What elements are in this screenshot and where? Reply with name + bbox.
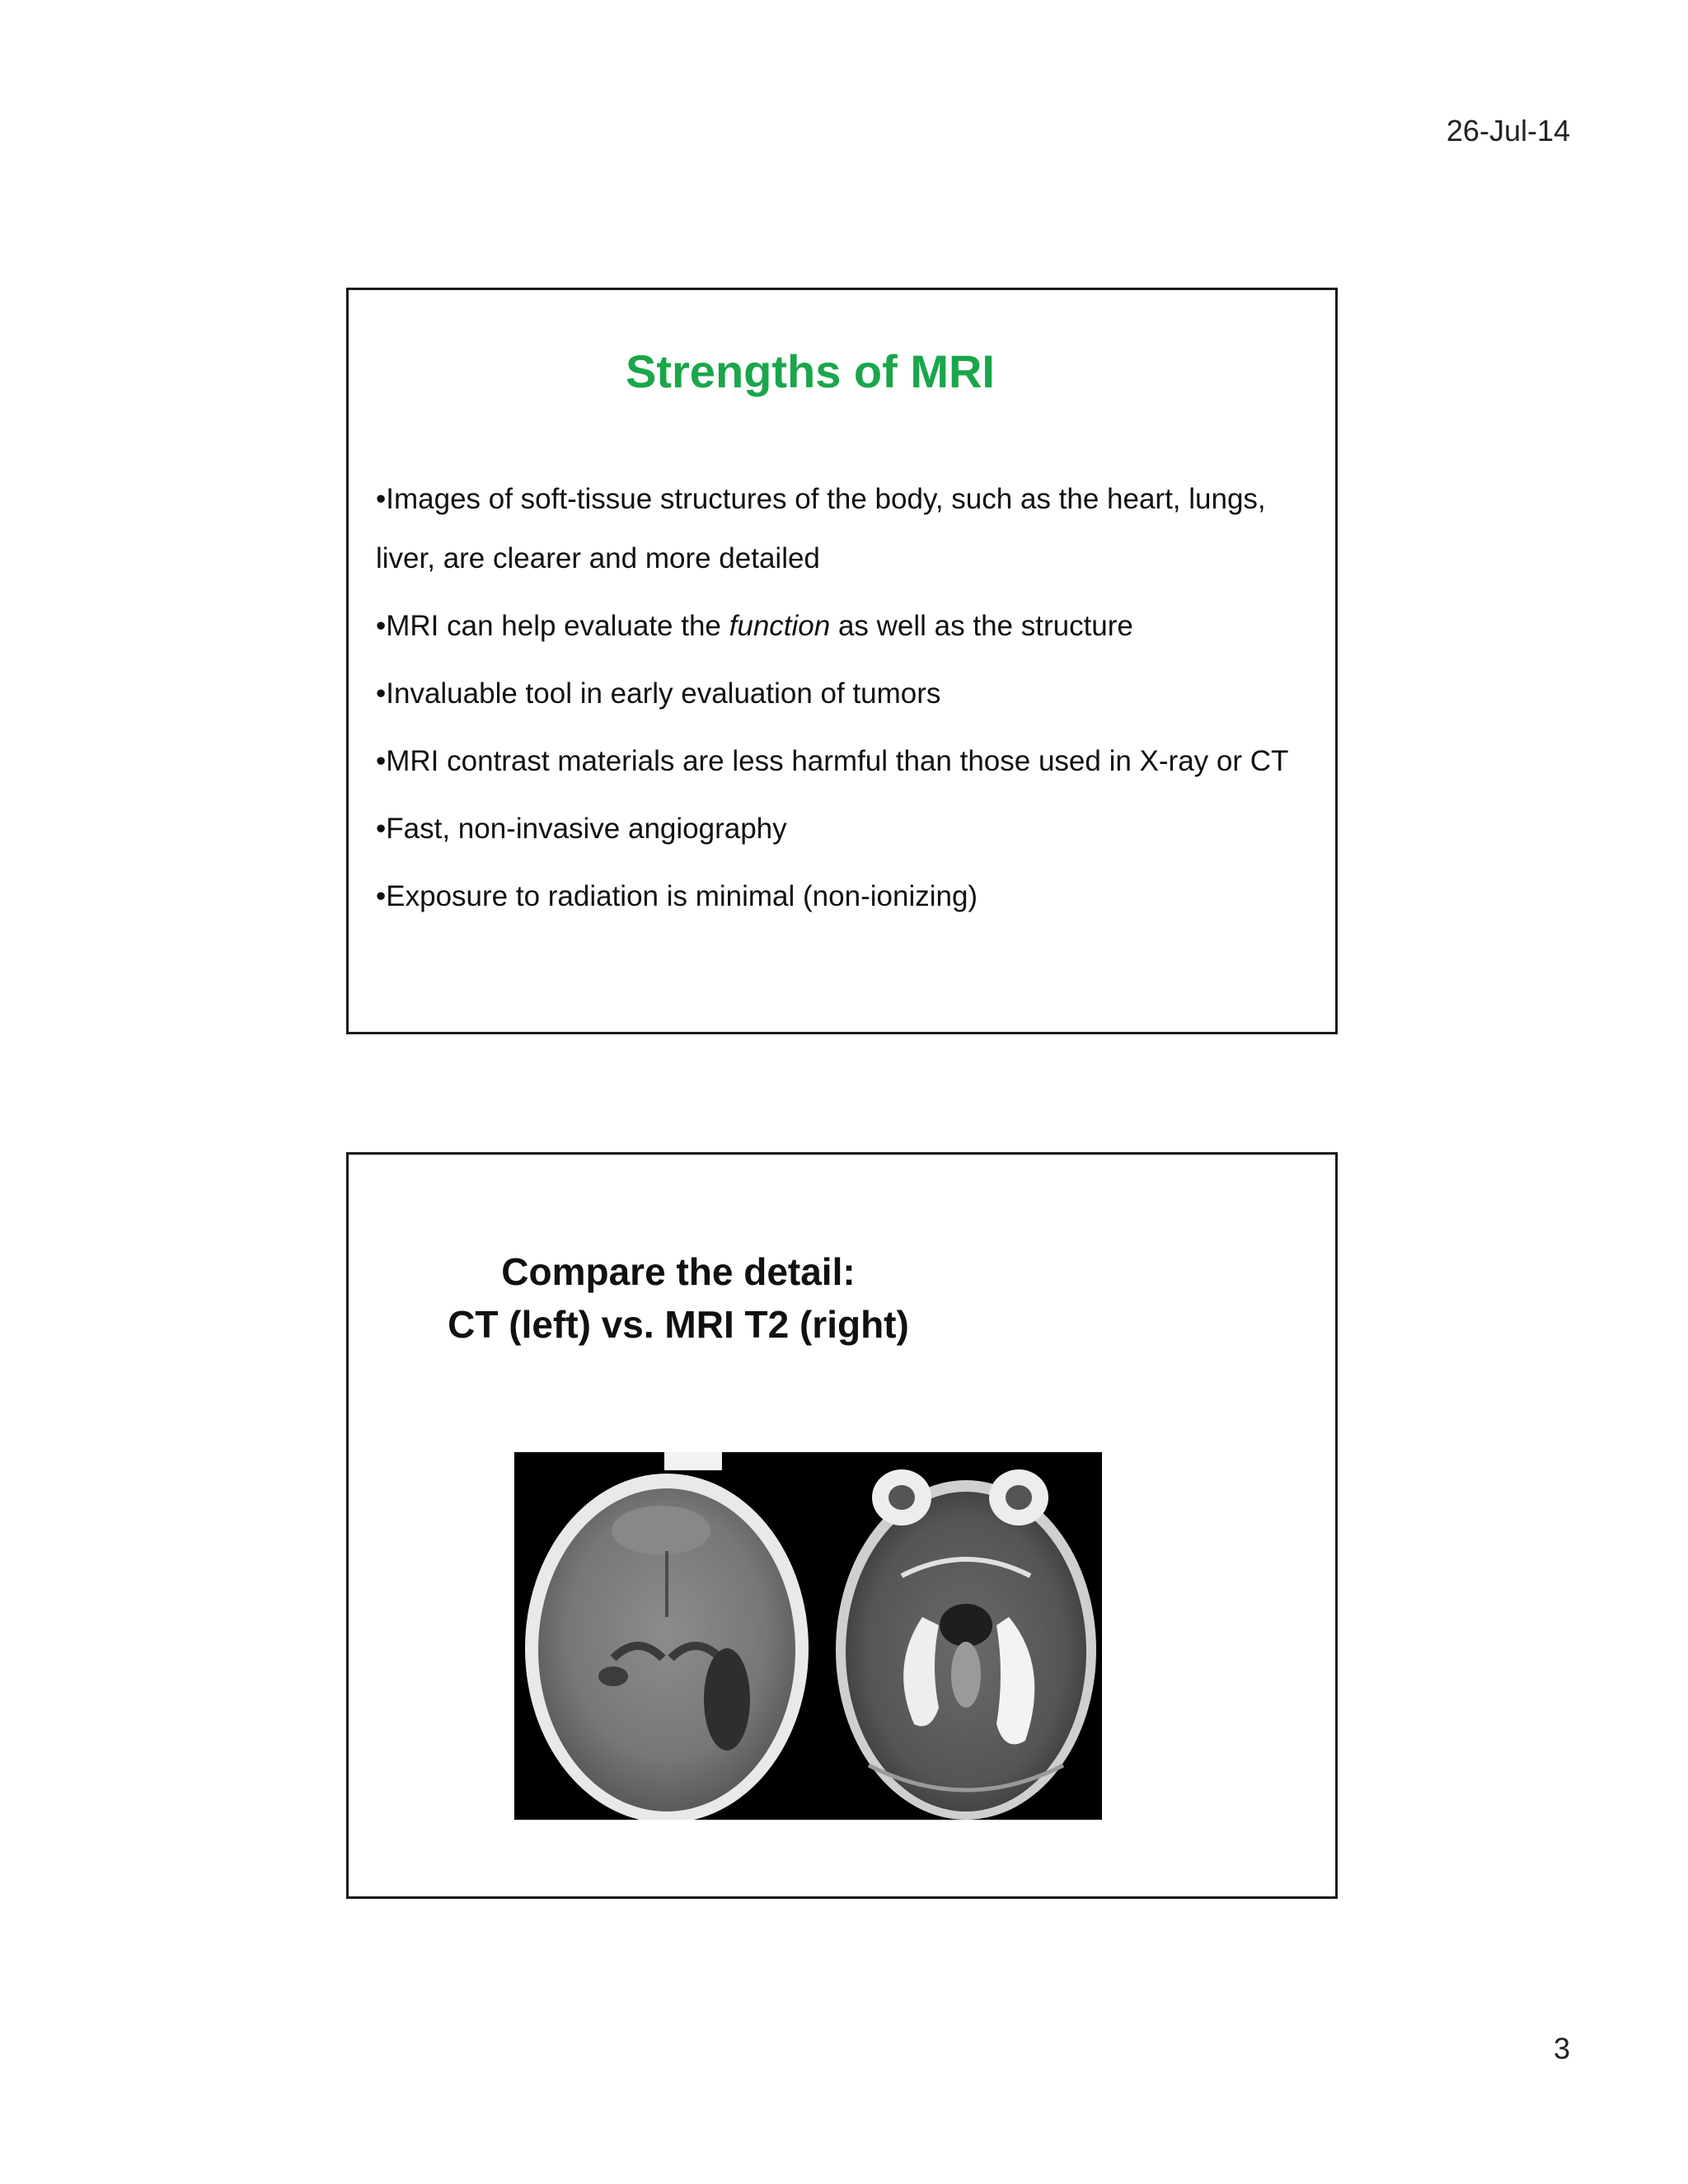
page-date: 26-Jul-14 [1446,114,1570,148]
compare-title [349,1245,1008,1351]
bullet-list [376,470,1307,935]
page-number: 3 [1553,2032,1570,2065]
bullet-text: •Fast, non-invasive angiography [376,813,787,845]
compare-title-line-1: Compare the detail: [501,1250,856,1293]
bullet-text: •Exposure to radiation is minimal (non-ionizing) [376,880,978,912]
bullet-text: •MRI contrast materials are less harmful than those used in X-ray or CT [376,745,1289,777]
slide-strengths-of-mri [346,288,1338,1034]
ct-mri-comparison-image [514,1452,1102,1820]
bullet-item [376,470,1307,588]
bullet-item [376,664,1307,724]
bullet-emphasis: function [729,610,831,642]
bullet-item [376,732,1307,791]
bullet-item [376,867,1307,926]
slide-title: Strengths of MRI [626,345,995,397]
bullet-text: as well as the structure [830,610,1133,642]
bullet-text: •Images of soft-tissue structures of the body, such as the heart, lungs, liver, are clearer and more detailed [376,483,1266,574]
bullet-text: •Invaluable tool in early evaluation of tumors [376,677,941,710]
bullet-item [376,799,1307,859]
compare-title-line-2: CT (left) vs. MRI T2 (right) [448,1303,909,1346]
bullet-item [376,597,1307,656]
slide-compare-detail [346,1152,1338,1899]
bullet-text: •MRI can help evaluate the [376,610,729,642]
